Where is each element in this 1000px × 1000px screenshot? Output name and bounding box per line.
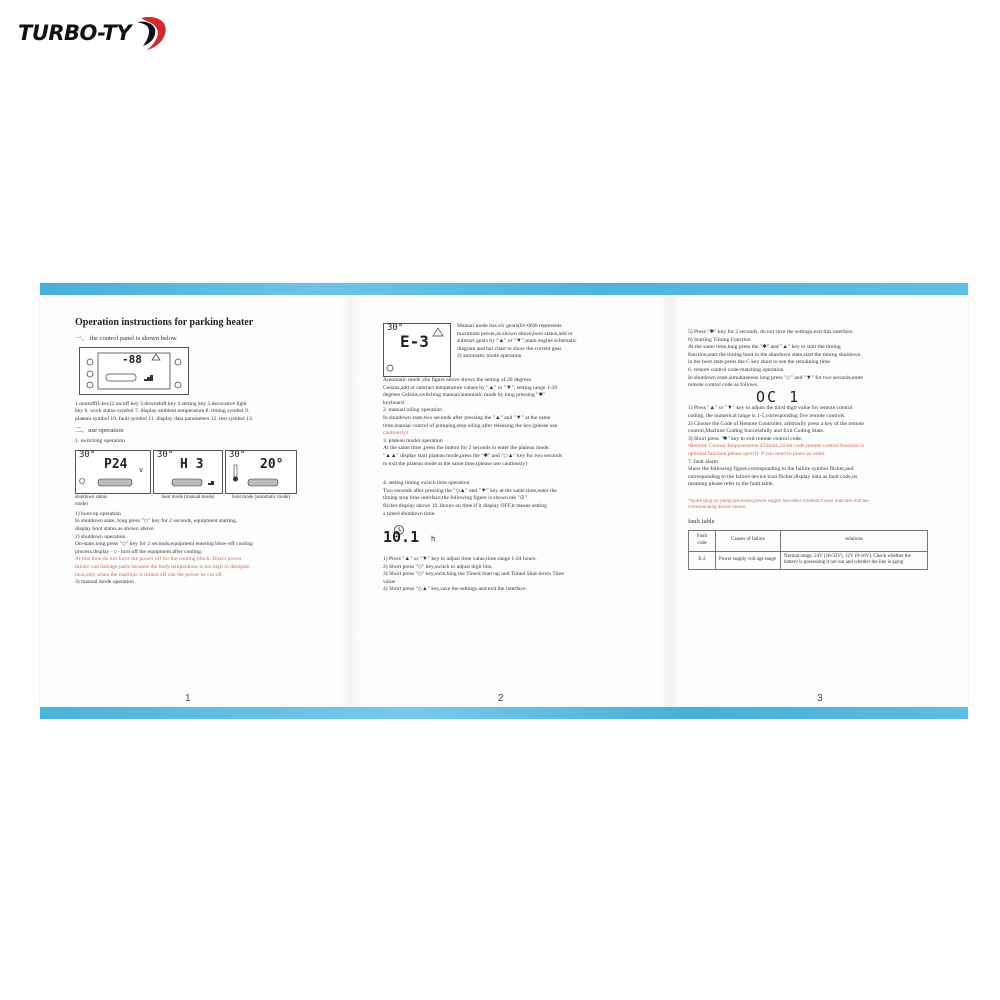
body-line: Automatic mode ,the figure above shows the setting of 20 degrees [383, 377, 532, 383]
body-line: remote control code as follows. [688, 382, 759, 389]
screen-temp: 30° [387, 323, 404, 333]
lcd-screen [153, 450, 223, 494]
warning-line: heat,only when the machine is turned off can the power be cut off. [75, 571, 224, 578]
body-line: 1) Press "▲" or "▼" key to adjust the third digit value for remote control [688, 405, 853, 412]
body-line: "▲▲" display start plateau mode,press the "✱" and "◇▲" key for two seconds [383, 452, 562, 459]
screen-caption: shutdown status mode) [75, 494, 108, 508]
body-line: 3) manual mode operation [75, 579, 134, 586]
body-line: Show the following figure,corresponding to the failure symbol flicker,and [688, 466, 854, 473]
warning-line: •Remote Control Requirements:433mhz,24-bit code,remote control function is [688, 443, 864, 450]
screen-temp: 30° [79, 449, 96, 460]
body-line: 4) Short press "◇▲" key,save the settings and exit the interface. [383, 586, 527, 593]
screen-caption: boot mode (automatic mode) [232, 494, 290, 500]
screen-value: 20° [260, 456, 284, 472]
page2-body-d [383, 556, 613, 594]
screen-automatic [225, 450, 297, 509]
body-line: corresponding to the failure device icon flicker,display data as fault code,its [688, 473, 858, 480]
note-line: *Spark plug,oil pump,fan,sensor,power supply and other symbols,flicker indicates that the [688, 498, 869, 504]
page3-body-a [688, 329, 948, 390]
page2-body-b [383, 377, 613, 468]
screen-row [75, 450, 340, 509]
body-line: value [383, 578, 396, 585]
heater-icon [76, 451, 152, 493]
table-row [689, 551, 928, 569]
body-line: subtract gears by "▲" or "▼",main engine schematic [457, 338, 577, 345]
body-line: timing stop time interface,the following figure is shown.tab "⊙" [383, 495, 527, 502]
lcd-screen [75, 450, 151, 494]
page-title: Operation instructions for parking heater [75, 317, 254, 328]
body-line: 7. fault alarm [688, 458, 718, 465]
heater-icon [154, 451, 224, 493]
body-line: 3) Short press "✱" key to exit remote control code. [688, 435, 803, 442]
body-line: coding, the numerical range is 1-5,corresponding five remote controls. [688, 412, 846, 419]
body-line: degrees Celsius,switching manual/automatic mode by long pressing "✱" [383, 392, 546, 399]
body-line: 6. remote control code-matching operation [688, 366, 784, 373]
table-cell: Power supply volt age range [716, 551, 781, 569]
fault-table [688, 530, 928, 570]
top-color-band [40, 283, 968, 295]
section-heading: 一、 the control panel is shown below [75, 335, 177, 342]
thermometer-icon [226, 451, 298, 493]
bottom-color-band [40, 707, 968, 719]
page-3 [688, 329, 948, 570]
brand-logo [18, 8, 131, 58]
body-line: 2) Short press "◇" key,switch to adjust digit bits. [383, 563, 493, 570]
screen-shutdown [75, 450, 151, 509]
table-header: Causes of failure [716, 530, 781, 551]
panel-legend [75, 401, 340, 424]
body-line: At the same time,long press the "✱" and "▲" key to start the timing [688, 344, 841, 351]
page3-body-b [688, 405, 948, 489]
timer-unit: h [431, 535, 436, 544]
control-panel-diagram [79, 347, 189, 395]
body-line: to exit the plateau mode at the same time.(please use cautiously) [383, 460, 527, 467]
table-header-row [689, 530, 928, 551]
body-line: 1) Press "▲" or "▼" key to adjust time value,time range 1-24 hours. [383, 556, 537, 563]
body-line: time,manual control of pumping,stop oiling after releasing the key.(please use [383, 422, 558, 429]
manual-mode-block [383, 323, 613, 377]
body-line: 3) Short press "◇" key,switching the Timed Start-up and Timed Shut-down Time [383, 571, 564, 578]
body-line: Two seconds after pressing the "◇▲" and "▼" key at the same time,enter the [383, 487, 557, 494]
page2-body-c [383, 480, 613, 518]
body-line: At the same time ,press the button for 2 seconds to enter the plateau mode. [383, 445, 550, 452]
fault-table-title: fault table [688, 518, 715, 526]
body-line: 1) boot-up operation [75, 510, 121, 517]
subsection-heading: 1. switching operation [75, 437, 125, 444]
brand-name: TURBO-TY [18, 21, 131, 45]
body-line: 2. manual oiling operation [383, 407, 443, 414]
table-header: Fault code [689, 530, 716, 551]
warning-line: failure can damage parts because the body temperature is too high to dissipate [75, 563, 250, 570]
table-cell: E-2 [689, 551, 716, 569]
body-line: In shutdown state,simultaneous long press "◇" and "▼" for two seconds,enter [688, 374, 864, 381]
body-line: meaning please refer to the fault table. [688, 481, 774, 488]
remote-code-display: OC 1 [756, 387, 801, 406]
body-line: 6) Starting Timing Function [688, 336, 751, 343]
screen-unit: v [139, 465, 144, 474]
legend-line: key 6. work status symbol 7. display ambient temperature 8. timing symbol 9. [75, 408, 250, 415]
legend-line: 1.onoroff(I-key)2.on/off key 3.downshift key 4.setting key 5.decorative light [75, 400, 247, 407]
table-cell: Normal range, 24V (18-32V), 12V (9-16V). Check whether the battery is possessing it not out and whether the line is aging [781, 551, 928, 569]
body-line: 3. plateau model operation [383, 437, 443, 444]
body-line: 5) Press "✱" key for 2 seconds, do not save the settings,exit this interface. [688, 329, 854, 335]
note-line: corresponding device failure. [688, 505, 747, 511]
failure-note [688, 499, 948, 512]
manual-sheet [40, 283, 968, 719]
timer-value: 10.1 [383, 528, 420, 547]
swoosh-icon [113, 12, 173, 56]
page-number: 3 [817, 693, 823, 704]
body-line: keyboard [383, 399, 404, 406]
body-line: in the boot state,press the C key short to see the remaining time. [688, 359, 832, 366]
page-2 [383, 323, 613, 594]
body-line: maximum power,as shown above,boot status,add or [457, 330, 573, 337]
lcd-screen [225, 450, 297, 494]
screen-temp: 30° [229, 449, 246, 460]
warning-line: At this time,do not force the power off for the cooling block. Direct power [75, 556, 242, 563]
page1-body [75, 511, 340, 587]
body-line: On-state,long press "◇" key for 2 seconds,equipment entering blow-off cooling [75, 541, 253, 548]
panel-display-value: -88 [122, 352, 142, 366]
body-line: function,start the timing boot in the shutdown state,start the timing shutdown [688, 351, 861, 358]
timer-display [383, 524, 613, 554]
body-line: Manual mode has six gears(01-06)6 represents [457, 323, 562, 329]
lcd-screen [383, 323, 451, 377]
page-number: 2 [498, 693, 504, 704]
body-line: display boot status as shown above. [75, 525, 155, 532]
body-line: 2) shutdown operation [75, 533, 126, 540]
body-line: process,display -☼- turn off the equipment after cooling. [75, 548, 203, 555]
warning-line: optional function,please specify if you need to place an order. [688, 450, 826, 457]
warning-line: cautiously) [383, 430, 408, 437]
body-line: diagram and bar chart to show the current gear [457, 345, 562, 352]
screen-manual [153, 450, 223, 509]
body-line: Celsius,add or subtract temperature values by "▲" or "▼", setting range 1-30 [383, 384, 558, 391]
body-line: a timed shutdown time. [383, 510, 436, 517]
body-line: 4. setting timing switch time operation [383, 480, 470, 487]
screen-value: P24 [104, 456, 128, 472]
screen-value: H 3 [180, 456, 204, 472]
body-line: 4) automatic mode operation [457, 353, 522, 360]
body-line: 2) Choose the Code of Remote Controller, arbitrarily press a key of the remote [688, 420, 864, 427]
warning-icon [384, 324, 450, 376]
manual-mode-text [457, 323, 613, 377]
body-line: In shutdown state, long press "◇" key for 2 seconds, equipment starting, [75, 518, 238, 525]
screen-value: E-3 [400, 332, 429, 351]
page-number: 1 [185, 693, 191, 704]
body-line: control,Machine Coding Successfully and Exit Coding State. [688, 428, 825, 435]
table-header: solutions [781, 530, 928, 551]
page-1 [75, 317, 340, 587]
fold-line [660, 295, 680, 707]
section-heading: 二、use operation [75, 427, 124, 435]
screen-temp: 30° [157, 449, 174, 460]
body-line: flicker,display shows 10.1hours on time.if it display OFF,it means setting [383, 502, 547, 509]
body-line: In shutdown state,two seconds after pressing the "▲" and "▼" at the same [383, 414, 551, 421]
legend-line: plateau symbol 10. fault symbol 11. display data parameters 12. test symbol 13. [75, 415, 254, 422]
screen-caption: boot mode (manual mode) [161, 494, 215, 500]
fold-line [340, 295, 360, 707]
